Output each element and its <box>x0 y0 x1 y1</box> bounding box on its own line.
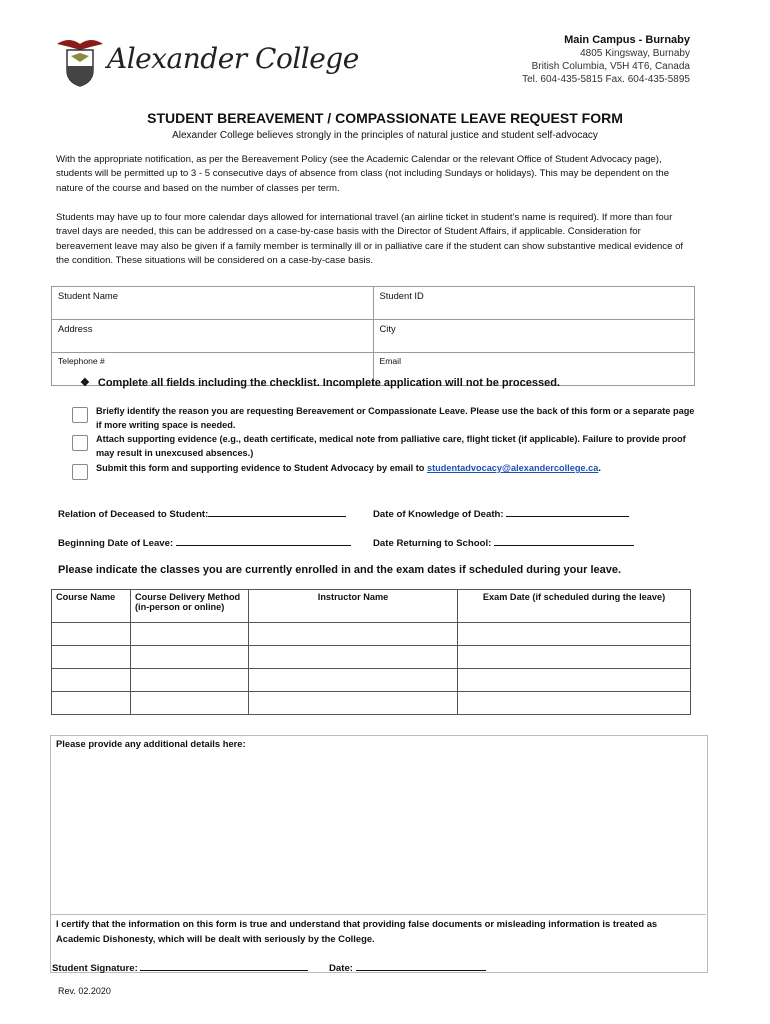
completion-notice <box>80 376 560 389</box>
campus-title: Main Campus - Burnaby <box>564 34 690 46</box>
table-cell[interactable] <box>52 646 131 669</box>
relation-label: Relation of Deceased to Student: <box>58 509 209 520</box>
submit-suffix: . <box>598 463 601 473</box>
policy-paragraph-1: With the appropriate notification, as per the Bereavement Policy (see the Academic Calendar or the relevant Office of Student Advocacy page), students will be permitted up to 3 - 5 consecutive days of absence from class (not including Sundays or holidays). This may be dependent on the nature of the course and based on the number of classes per term. <box>56 154 670 194</box>
college-name: Alexander College <box>107 42 359 75</box>
college-logo <box>55 36 359 88</box>
address-field[interactable] <box>52 320 374 353</box>
student-name-field[interactable] <box>52 287 374 320</box>
checklist-text-evidence: Attach supporting evidence (e.g., death certificate, medical note from palliative care, flight ticket (if applicable). Failure to provide proof may result in unexcused absences.) <box>96 434 686 458</box>
signature-label: Student Signature: <box>52 963 138 974</box>
address-line2: British Columbia, V5H 4T6, Canada <box>531 61 690 72</box>
signature-date-field[interactable] <box>329 960 486 974</box>
table-cell[interactable] <box>131 646 249 669</box>
checklist-item-evidence <box>72 433 702 460</box>
student-name-label: Student Name <box>58 290 118 301</box>
checklist-item-reason <box>72 405 702 432</box>
table-cell[interactable] <box>131 623 249 646</box>
begin-date-label: Beginning Date of Leave: <box>58 538 174 549</box>
telephone-label: Telephone # <box>58 356 105 366</box>
checkbox-submit[interactable] <box>72 464 88 480</box>
table-cell[interactable] <box>52 669 131 692</box>
table-cell[interactable] <box>458 669 691 692</box>
address-label: Address <box>58 323 93 334</box>
notice-text: Complete all fields including the checklist. Incomplete application will not be processed. <box>97 377 560 389</box>
city-label: City <box>379 323 396 334</box>
student-id-label: Student ID <box>379 290 424 301</box>
checkbox-evidence[interactable] <box>72 435 88 451</box>
table-cell[interactable] <box>249 692 458 715</box>
table-cell[interactable] <box>131 692 249 715</box>
student-info-table <box>51 286 695 386</box>
policy-paragraph-2: Students may have up to four more calendar days allowed for international travel (an airline ticket in student’s name is required). If more than four travel days are needed, this can be addressed on a case-by-case basis with the Director of Student Affairs, if applicable. Consideration for bereavement leave may also be given if a family member is terminally ill or in palliative care if the student can show substantive medical evidence of the condition. These situations will be considered on a case-by-case basis. <box>56 212 684 267</box>
city-field[interactable] <box>373 320 695 353</box>
table-row <box>52 669 691 692</box>
divider <box>50 914 706 915</box>
table-cell[interactable] <box>249 669 458 692</box>
signature-field[interactable] <box>52 960 308 974</box>
header-delivery-method: Course Delivery Method (in-person or online) <box>131 590 249 623</box>
checklist-item-submit <box>72 462 702 476</box>
checklist-text-reason: Briefly identify the reason you are requesting Bereavement or Compassionate Leave. Please use the back of this form or a separate page if more writing space is needed. <box>96 406 695 430</box>
campus-address <box>522 34 690 86</box>
date-knowledge-field[interactable] <box>373 506 629 520</box>
student-id-field[interactable] <box>373 287 695 320</box>
table-cell[interactable] <box>458 623 691 646</box>
table-cell[interactable] <box>458 646 691 669</box>
return-date-field[interactable] <box>373 535 634 549</box>
additional-details-label: Please provide any additional details here: <box>56 738 246 749</box>
contact-line: Tel. 604-435-5815 Fax. 604-435-5895 <box>522 74 690 85</box>
classes-header-row <box>52 590 691 623</box>
table-row <box>52 623 691 646</box>
certification-statement: I certify that the information on this form is true and understand that providing false documents or misleading information is treated as Academic Dishonesty, which will be dealt with seriously by the College. <box>56 918 658 944</box>
form-subtitle: Alexander College believes strongly in the principles of natural justice and student self-advocacy <box>172 130 598 141</box>
diamond-bullet-icon: ❖ <box>80 377 90 389</box>
return-date-label: Date Returning to School: <box>373 538 492 549</box>
table-cell[interactable] <box>52 623 131 646</box>
table-cell[interactable] <box>458 692 691 715</box>
revision-label: Rev. 02.2020 <box>58 986 111 996</box>
date-knowledge-label: Date of Knowledge of Death: <box>373 509 504 520</box>
checkbox-reason[interactable] <box>72 407 88 423</box>
relation-field[interactable] <box>58 506 346 520</box>
form-title: STUDENT BEREAVEMENT / COMPASSIONATE LEAVE REQUEST FORM <box>147 110 623 126</box>
table-cell[interactable] <box>52 692 131 715</box>
classes-table <box>51 589 691 715</box>
classes-title: Please indicate the classes you are currently enrolled in and the exam dates if scheduled during your leave. <box>58 564 622 576</box>
table-row <box>52 646 691 669</box>
checklist-text-submit <box>96 462 702 476</box>
header-course-name: Course Name <box>52 590 131 623</box>
table-cell[interactable] <box>249 646 458 669</box>
header-exam-date: Exam Date (if scheduled during the leave) <box>458 590 691 623</box>
begin-date-field[interactable] <box>58 535 351 549</box>
address-line1: 4805 Kingsway, Burnaby <box>580 48 690 59</box>
table-cell[interactable] <box>249 623 458 646</box>
header-instructor-name: Instructor Name <box>249 590 458 623</box>
submit-prefix: Submit this form and supporting evidence to Student Advocacy by email to <box>96 463 427 473</box>
advocacy-email-link[interactable]: studentadvocacy@alexandercollege.ca <box>426 463 599 473</box>
email-label: Email <box>379 356 401 366</box>
crest-icon <box>55 36 105 88</box>
signature-date-label: Date: <box>329 963 353 974</box>
table-row <box>52 692 691 715</box>
table-cell[interactable] <box>131 669 249 692</box>
